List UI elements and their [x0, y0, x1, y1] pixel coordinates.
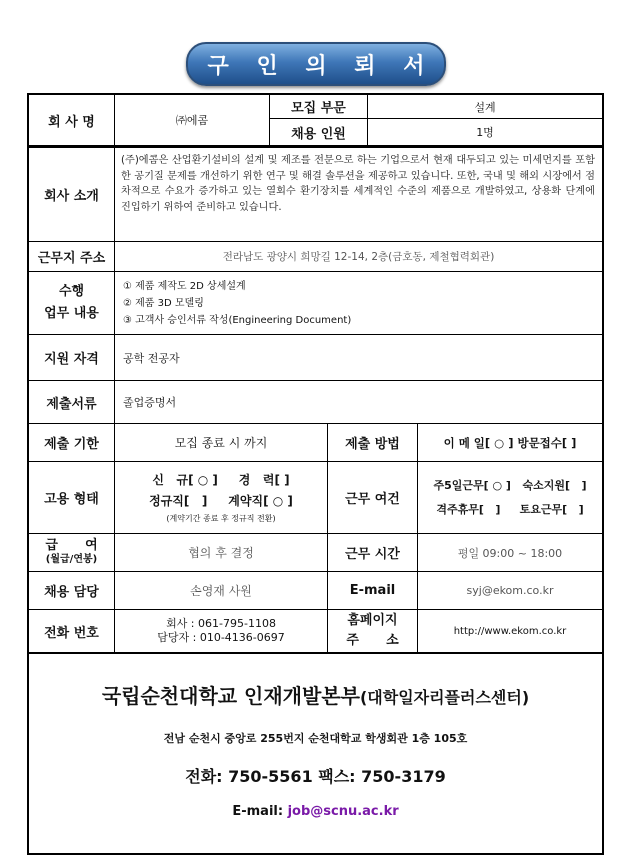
footer-email [27, 804, 604, 819]
phone-label: 전화 번호 [27, 610, 115, 654]
salary-label [27, 534, 115, 572]
footer [27, 654, 604, 855]
deadline-value: 모집 종료 시 까지 [115, 424, 328, 462]
qualification-value: 공학 전공자 [115, 335, 604, 381]
submit-method-label: 제출 방법 [328, 424, 418, 462]
employment-note: (계약기간 종료 후 정규직 전환) [166, 513, 276, 523]
work-hours-value: 평일 09:00 ~ 18:00 [418, 534, 604, 572]
homepage-label-line1: 홈페이지 [347, 613, 398, 628]
duties-label [27, 272, 115, 335]
headcount-label: 채용 인원 [270, 119, 368, 146]
conditions-cell [418, 462, 604, 534]
employment-line2: 정규직[ ] 계약직[ ○ ] [149, 493, 293, 508]
phone-cell [115, 610, 328, 654]
duty-item: ③ 고객사 승인서류 작성(Engineering Document) [123, 314, 352, 326]
company-intro-label: 회사 소개 [27, 146, 115, 242]
conditions-line2: 격주휴무[ ] 토요근무[ ] [436, 502, 584, 516]
footer-email-link[interactable]: job@scnu.ac.kr [287, 804, 399, 819]
recruit-dept-value: 설계 [368, 93, 604, 119]
conditions-line1: 주5일근무[ ○ ] 숙소지원[ ] [433, 478, 587, 492]
footer-org-sub: (대학일자리플러스센터) [359, 688, 530, 707]
homepage-label-line2: 주 소 [346, 633, 399, 648]
phone-company: 회사 : 061-795-1108 [166, 617, 276, 630]
company-name-label: 회 사 명 [27, 93, 115, 146]
deadline-label: 제출 기한 [27, 424, 115, 462]
hr-contact-value: 손영재 사원 [115, 572, 328, 610]
documents-value: 졸업증명서 [115, 381, 604, 424]
documents-label: 제출서류 [27, 381, 115, 424]
work-hours-label: 근무 시간 [328, 534, 418, 572]
homepage-value[interactable]: http://www.ekom.co.kr [418, 610, 604, 654]
footer-address: 전남 순천시 중앙로 255번지 순천대학교 학생회관 1층 105호 [163, 732, 468, 745]
salary-value: 협의 후 결정 [115, 534, 328, 572]
document-title: 구 인 의 뢰 서 [207, 53, 435, 79]
footer-org-main: 국립순천대학교 인재개발본부 [101, 684, 360, 708]
duty-item: ① 제품 제작도 2D 상세설계 [123, 280, 246, 292]
salary-label-line2: (월급/연봉) [45, 553, 98, 565]
document-title-banner [186, 42, 446, 86]
duties-list [115, 272, 604, 335]
qualification-label: 지원 자격 [27, 335, 115, 381]
footer-email-label: E-mail: [232, 804, 288, 819]
duties-label-line2: 업무 내용 [44, 306, 99, 321]
duty-item: ② 제품 3D 모델링 [123, 297, 204, 309]
duties-label-line1: 수행 [58, 284, 85, 299]
footer-tel-fax: 전화: 750-5561 팩스: 750-3179 [185, 767, 446, 786]
employment-line1: 신 규[ ○ ] 경 력[ ] [152, 472, 290, 487]
email-label: E-mail [328, 572, 418, 610]
email-value[interactable]: syj@ekom.co.kr [418, 572, 604, 610]
work-address-value: 전라남도 광양시 희망길 12-14, 2층(금호동, 제철협력회관) [115, 242, 604, 272]
employment-type-label: 고용 형태 [27, 462, 115, 534]
company-name-value: ㈜에콤 [115, 93, 270, 146]
phone-manager: 담당자 : 010-4136-0697 [157, 631, 285, 644]
homepage-label [328, 610, 418, 654]
submit-method-value: 이 메 일[ ○ ] 방문접수[ ] [418, 424, 604, 462]
work-address-label: 근무지 주소 [27, 242, 115, 272]
conditions-label: 근무 여건 [328, 462, 418, 534]
company-intro-text: (주)에콤은 산업환기설비의 설계 및 제조를 전문으로 하는 기업으로서 현재 대두되고 있는 미세먼지를 포함한 공기질 문제를 개선하기 위한 연구 및 해결 솔루션을 제공하고 있습니다. 또한, 국내 및 해외 시장에서 점차적으로 수요가 증가하고 있는 열회수 환기장치를 세계적인 수준의 제품으로 개발하였고, 상용화 단계에 진입하기 위하여 준비하고 있습니다. [121, 155, 595, 213]
employment-type-cell [115, 462, 328, 534]
footer-org [27, 680, 604, 709]
hr-contact-label: 채용 담당 [27, 572, 115, 610]
recruit-dept-label: 모집 부문 [270, 93, 368, 119]
headcount-value: 1명 [368, 119, 604, 146]
salary-label-line1: 급 여 [45, 537, 98, 553]
